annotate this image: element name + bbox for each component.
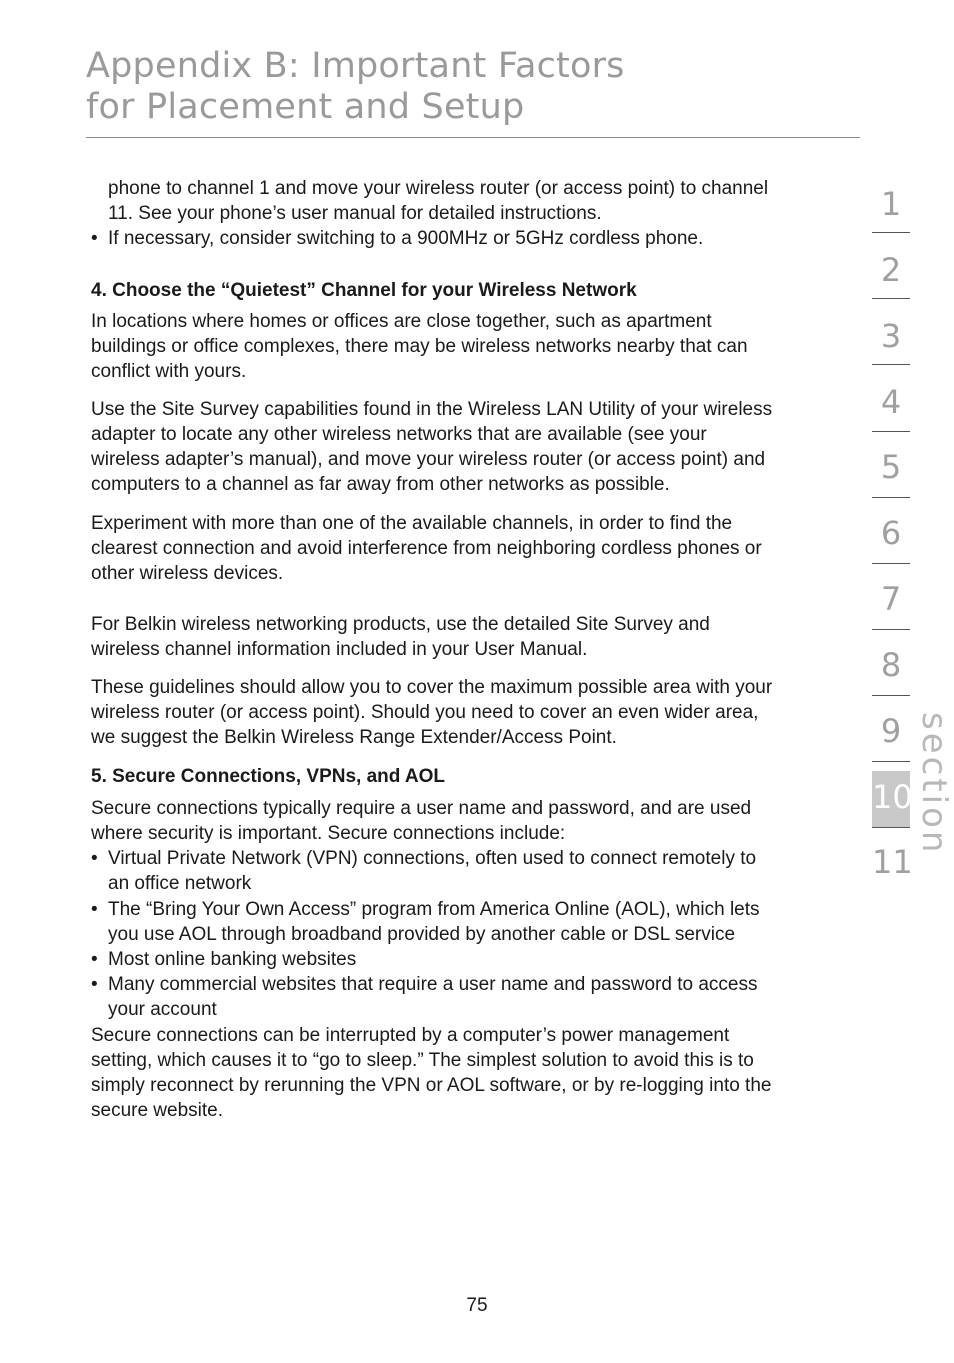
list-item bbox=[91, 846, 871, 896]
text-line: buildings or office complexes, there may be wireless networks nearby that can bbox=[91, 336, 748, 357]
continuation-text bbox=[108, 176, 868, 226]
section-label-text: section bbox=[914, 712, 954, 856]
section-heading-4: 4. Choose the “Quietest” Channel for your Wireless Network bbox=[91, 280, 637, 301]
bullet-marker: • bbox=[91, 228, 98, 249]
text-line: you use AOL through broadband provided by another cable or DSL service bbox=[108, 924, 736, 945]
section-tab-3[interactable]: 3 bbox=[880, 317, 902, 355]
section-tab-10-active[interactable] bbox=[872, 771, 913, 827]
list-item-text bbox=[91, 846, 871, 896]
paragraph bbox=[91, 1023, 871, 1123]
text-line: setting, which causes it to “go to sleep.” The simplest solution to avoid this is to bbox=[91, 1050, 754, 1071]
section-divider bbox=[872, 497, 910, 498]
text-line: computers to a channel as far away from other networks as possible. bbox=[91, 474, 670, 495]
page-number: 75 bbox=[466, 1295, 488, 1316]
text-line: other wireless devices. bbox=[91, 563, 284, 584]
section-tab-11[interactable]: 11 bbox=[872, 843, 913, 881]
section-divider bbox=[872, 298, 910, 299]
section-divider bbox=[872, 695, 910, 696]
text-line: 11. See your phone’s user manual for detailed instructions. bbox=[108, 203, 602, 224]
text-line: wireless channel information included in your User Manual. bbox=[91, 639, 588, 660]
section-tab-8[interactable]: 8 bbox=[880, 646, 902, 684]
text-line: adapter to locate any other wireless networks that are available (see your bbox=[91, 424, 707, 445]
section-tab-7[interactable]: 7 bbox=[880, 580, 902, 618]
text-line: Secure connections typically require a user name and password, and are used bbox=[91, 798, 752, 819]
paragraph bbox=[91, 309, 871, 384]
section-divider bbox=[872, 431, 910, 432]
list-item bbox=[91, 226, 871, 251]
text-line: Secure connections can be interrupted by a computer’s power management bbox=[91, 1025, 730, 1046]
section-tab-4[interactable]: 4 bbox=[880, 383, 902, 421]
bullet-marker: • bbox=[91, 899, 98, 920]
list-item-text bbox=[91, 947, 871, 972]
text-line: Experiment with more than one of the available channels, in order to find the bbox=[91, 513, 733, 534]
paragraph bbox=[91, 675, 871, 750]
text-line: simply reconnect by rerunning the VPN or AOL software, or by re-logging into the bbox=[91, 1075, 772, 1096]
text-line: your account bbox=[108, 999, 217, 1020]
section-tab-9[interactable]: 9 bbox=[880, 712, 902, 750]
text-line: phone to channel 1 and move your wireless router (or access point) to channel bbox=[108, 178, 769, 199]
section-divider bbox=[872, 563, 910, 564]
page-title-line2: for Placement and Setup bbox=[86, 87, 525, 127]
section-divider bbox=[872, 364, 910, 365]
text-line: secure website. bbox=[91, 1100, 224, 1121]
section-label bbox=[914, 712, 954, 856]
section-divider bbox=[872, 761, 910, 762]
list-item-text bbox=[91, 972, 871, 1022]
section-tab-6[interactable]: 6 bbox=[880, 514, 902, 552]
list-item bbox=[91, 947, 871, 972]
section-tab-2[interactable]: 2 bbox=[880, 251, 902, 289]
list-item bbox=[91, 897, 871, 947]
paragraph bbox=[91, 397, 871, 497]
text-line: The “Bring Your Own Access” program from America Online (AOL), which lets bbox=[108, 899, 760, 920]
list-item bbox=[91, 972, 871, 1022]
text-line: Use the Site Survey capabilities found in the Wireless LAN Utility of your wireless bbox=[91, 399, 773, 420]
section-tab-1[interactable]: 1 bbox=[880, 185, 902, 223]
text-line: an office network bbox=[108, 873, 252, 894]
page-title-line1: Appendix B: Important Factors bbox=[86, 46, 625, 86]
section-tab-10-label: 10 bbox=[872, 778, 913, 816]
text-line: wireless adapter’s manual), and move your wireless router (or access point) and bbox=[91, 449, 766, 470]
list-item-text bbox=[91, 897, 871, 947]
section-divider bbox=[872, 629, 910, 630]
text-line: clearest connection and avoid interference from neighboring cordless phones or bbox=[91, 538, 762, 559]
text-line: we suggest the Belkin Wireless Range Extender/Access Point. bbox=[91, 727, 617, 748]
text-line: In locations where homes or offices are close together, such as apartment bbox=[91, 311, 712, 332]
section-tab-5[interactable]: 5 bbox=[880, 448, 902, 486]
paragraph bbox=[91, 796, 871, 846]
list-item-text: If necessary, consider switching to a 900MHz or 5GHz cordless phone. bbox=[108, 228, 704, 249]
section-divider bbox=[872, 827, 910, 828]
bullet-marker: • bbox=[91, 974, 98, 995]
bullet-marker: • bbox=[91, 848, 98, 869]
text-line: Virtual Private Network (VPN) connections, often used to connect remotely to bbox=[108, 848, 757, 869]
text-line: wireless router (or access point). Should you need to cover an even wider area, bbox=[91, 702, 759, 723]
paragraph bbox=[91, 511, 871, 586]
text-line: Many commercial websites that require a user name and password to access bbox=[108, 974, 758, 995]
text-line: Most online banking websites bbox=[108, 949, 357, 970]
text-line: where security is important. Secure connections include: bbox=[91, 823, 566, 844]
bullet-marker: • bbox=[91, 949, 98, 970]
section-heading-5: 5. Secure Connections, VPNs, and AOL bbox=[91, 766, 446, 787]
text-line: For Belkin wireless networking products, use the detailed Site Survey and bbox=[91, 614, 710, 635]
section-divider bbox=[872, 232, 910, 233]
text-line: conflict with yours. bbox=[91, 361, 247, 382]
paragraph bbox=[91, 612, 871, 662]
text-line: These guidelines should allow you to cover the maximum possible area with your bbox=[91, 677, 773, 698]
